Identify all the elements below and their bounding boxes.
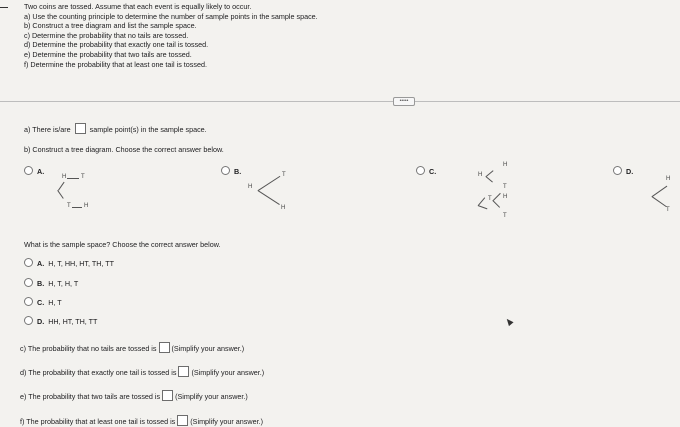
answer-f-row (20, 415, 263, 427)
answer-d-row (20, 366, 264, 378)
sample-space-option-c-text: H, T (48, 298, 62, 307)
answer-c-hint: (Simplify your answer.) (171, 344, 245, 353)
tree-option-d-radio[interactable] (613, 166, 622, 175)
tree-b-branch (257, 190, 279, 205)
tree-c-node: T (503, 213, 507, 219)
tree-a-node: T (81, 174, 85, 180)
tree-option-a[interactable] (24, 166, 44, 177)
sample-space-option-a-radio[interactable] (24, 258, 33, 267)
part-b-prompt: b) Construct a tree diagram. Choose the correct answer below. (24, 145, 224, 154)
tree-option-c-radio[interactable] (416, 166, 425, 175)
problem-part-d: d) Determine the probability that exactly one tail is tossed. (24, 40, 209, 50)
answer-d-input[interactable] (178, 366, 189, 377)
tree-c-branch (492, 200, 500, 208)
tree-d-node: T (666, 207, 670, 213)
sample-space-option-d-text: HH, HT, TH, TT (48, 317, 98, 326)
sample-space-option-b-label: B. (37, 279, 45, 288)
answer-c-row (20, 342, 244, 354)
mouse-cursor-icon (504, 317, 513, 326)
sample-space-option-c[interactable] (24, 297, 62, 308)
tree-a-branch (58, 182, 65, 191)
tree-d-node: H (666, 176, 671, 182)
sample-space-option-c-label: C. (37, 298, 45, 307)
tree-c-node: H (503, 194, 508, 200)
problem-part-e: e) Determine the probability that two tails are tossed. (24, 49, 192, 59)
tree-a-branch (57, 190, 64, 199)
tree-c-node: H (503, 162, 508, 168)
sample-space-option-b-radio[interactable] (24, 278, 33, 287)
tree-c-branch (485, 176, 493, 183)
tree-option-b[interactable] (221, 166, 241, 177)
answer-d-hint: (Simplify your answer.) (191, 368, 265, 377)
tree-c-branch (493, 193, 501, 201)
part-a-prefix: a) There is/are (24, 125, 71, 134)
tree-option-b-radio[interactable] (221, 166, 230, 175)
tree-option-c-label: C. (429, 167, 437, 176)
tree-option-d[interactable] (613, 166, 633, 177)
answer-e-prefix: e) The probability that two tails are tossed is (20, 392, 161, 401)
sample-space-option-a-label: A. (37, 259, 45, 268)
tree-a-node: T (67, 203, 71, 209)
tree-a-branch (72, 207, 82, 208)
problem-part-a: a) Use the counting principle to determine the number of sample points in the sample space. (24, 11, 318, 21)
problem-part-f: f) Determine the probability that at least one tail is tossed. (24, 59, 207, 69)
part-a-suffix: sample point(s) in the sample space. (89, 125, 207, 134)
tree-d-branch (652, 186, 667, 197)
top-dash-mark (0, 7, 8, 8)
tree-option-a-radio[interactable] (24, 166, 33, 175)
answer-f-hint: (Simplify your answer.) (190, 417, 263, 426)
answer-d-prefix: d) The probability that exactly one tail is tossed is (20, 368, 177, 377)
tree-a-branch (67, 178, 79, 179)
expand-button[interactable]: ••••• (393, 97, 415, 106)
tree-b-branch (258, 176, 280, 191)
tree-option-b-label: B. (234, 167, 242, 176)
tree-b-node: H (281, 205, 286, 211)
tree-a-node: H (62, 174, 67, 180)
tree-c-branch (478, 197, 485, 205)
sample-space-option-d-radio[interactable] (24, 316, 33, 325)
problem-intro: Two coins are tossed. Assume that each event is equally likely to occur. (24, 2, 252, 11)
tree-b-node: T (282, 172, 286, 178)
sample-space-question: What is the sample space? Choose the correct answer below. (24, 240, 221, 249)
answer-c-prefix: c) The probability that no tails are tossed is (20, 344, 157, 353)
sample-space-option-c-radio[interactable] (24, 297, 33, 306)
problem-part-b: b) Construct a tree diagram and list the sample space. (24, 21, 197, 31)
tree-d-branch (651, 196, 666, 207)
sample-space-option-a-text: H, T, HH, HT, TH, TT (48, 259, 115, 268)
tree-option-a-label: A. (37, 167, 45, 176)
tree-c-branch (486, 170, 494, 177)
answer-f-prefix: f) The probability that at least one tail is tossed is (20, 417, 176, 426)
sample-space-option-d-label: D. (37, 317, 45, 326)
section-divider (0, 101, 680, 102)
problem-statement (24, 2, 318, 69)
answer-e-input[interactable] (162, 390, 173, 401)
problem-part-c: c) Determine the probability that no tails are tossed. (24, 30, 189, 40)
answer-e-hint: (Simplify your answer.) (175, 392, 248, 401)
sample-points-input[interactable] (75, 123, 86, 134)
answer-f-input[interactable] (177, 415, 188, 426)
part-a-row (24, 123, 207, 135)
tree-option-d-label: D. (626, 167, 634, 176)
tree-b-node: H (248, 184, 253, 190)
tree-c-branch (478, 205, 488, 209)
tree-c-node: H (478, 172, 483, 178)
tree-c-node: T (488, 196, 492, 202)
answer-e-row (20, 390, 248, 402)
tree-option-c[interactable] (416, 166, 436, 177)
sample-space-option-b-text: H, T, H, T (48, 279, 79, 288)
answer-c-input[interactable] (159, 342, 170, 353)
tree-c-node: T (503, 184, 507, 190)
sample-space-option-d[interactable] (24, 316, 97, 327)
sample-space-option-b[interactable] (24, 278, 78, 289)
sample-space-option-a[interactable] (24, 258, 114, 269)
tree-a-node: H (84, 203, 89, 209)
